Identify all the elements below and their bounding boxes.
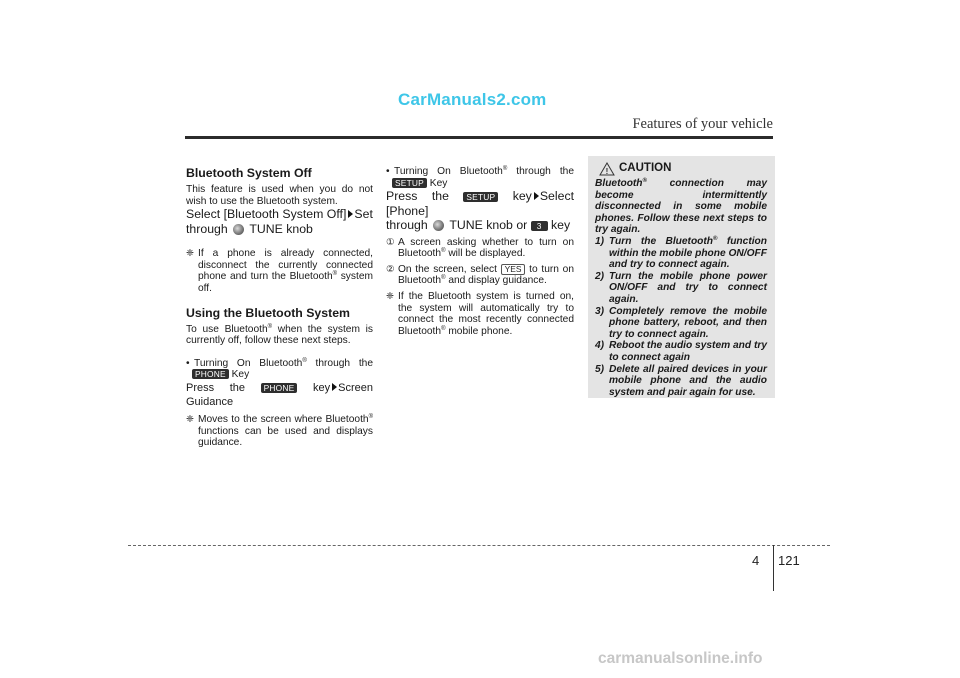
- footer-divider: [773, 545, 774, 591]
- press-phone-step: Press the PHONE key Screen Guidance: [186, 381, 374, 409]
- press-setup-step: Press the SETUP key Select [Phone]: [386, 189, 575, 218]
- chapter-number: 4: [752, 553, 760, 568]
- intro-text: This feature is used when you do not wish to use the Bluetooth system.: [186, 184, 373, 207]
- note-screen-guidance: ❈ Moves to the screen where Bluetooth® functions can be used and displays guidance.: [186, 413, 373, 449]
- column-left: [186, 166, 373, 449]
- intro2-text: To use Bluetooth® when the system is currently off, follow these next steps.: [186, 323, 373, 347]
- tune-knob-icon: [433, 220, 444, 231]
- caution-item: 3) Completely remove the mobile phone battery, reboot, and then try to connect again.: [595, 305, 767, 340]
- phone-key: PHONE: [192, 369, 229, 379]
- phone-key-line: PHONE Key: [186, 369, 373, 381]
- caution-intro: Bluetooth® connection may become intermittently disconnected in some mobile phones. Follow these next steps to try again.: [595, 178, 767, 236]
- page-number: 121: [778, 553, 800, 568]
- svg-text:!: !: [605, 167, 609, 176]
- caution-box: [588, 156, 775, 398]
- note-mark: ❈: [186, 248, 194, 260]
- arrow-right-icon: [534, 192, 539, 200]
- tune-knob-icon: [233, 224, 244, 235]
- caution-item: 5) Delete all paired devices in your mobile phone and the audio system and pair again for use.: [595, 363, 767, 398]
- note-disconnect: ❈ If a phone is already connected, disconnect the currently connected phone and turn the Bluetooth® system off.: [186, 248, 373, 294]
- warning-triangle-icon: [599, 162, 615, 176]
- phone-key: PHONE: [261, 383, 298, 393]
- watermark-top: CarManuals2.com: [398, 90, 547, 109]
- bullet-turning-on-setup: • Turning On Bluetooth® through the: [386, 166, 575, 177]
- section-title: Features of your vehicle: [632, 116, 773, 132]
- caution-header: [595, 162, 767, 176]
- arrow-right-icon: [332, 383, 337, 391]
- step-1: ① A screen asking whether to turn on Bluetooth® will be displayed.: [386, 236, 574, 260]
- caution-title: CAUTION: [619, 162, 672, 175]
- bullet-turning-on: • Turning On Bluetooth® through the: [186, 357, 374, 369]
- through-tune-step: through TUNE knob or 3 key: [386, 218, 571, 233]
- caution-item: 4) Reboot the audio system and try to connect again: [595, 340, 767, 363]
- number-3-key: 3: [531, 221, 548, 231]
- yes-key: YES: [501, 264, 526, 275]
- caution-item: 2) Turn the mobile phone power ON/OFF and try to connect again.: [595, 270, 767, 305]
- step-select-off: Select [Bluetooth System Off] Set: [186, 207, 373, 222]
- footer-dashed-rule: [128, 545, 830, 546]
- step-2: ② On the screen, select YES to turn on Bluetooth® and display guidance.: [386, 263, 574, 287]
- setup-key-line: SETUP Key: [386, 178, 574, 190]
- top-rule: [185, 136, 773, 139]
- setup-key: SETUP: [463, 192, 498, 202]
- caution-item: 1) Turn the Bluetooth® function within the mobile phone ON/OFF and try to connect again.: [595, 235, 767, 271]
- step-through-tune: through TUNE knob: [186, 221, 313, 236]
- heading-using-bluetooth: Using the Bluetooth System: [186, 305, 350, 320]
- heading-bluetooth-off: Bluetooth System Off: [186, 166, 312, 180]
- column-middle: [386, 166, 574, 337]
- arrow-right-icon: [348, 210, 353, 218]
- watermark-bottom: carmanualsonline.info: [598, 650, 763, 667]
- setup-key: SETUP: [392, 178, 427, 188]
- note-auto-connect: ❈ If the Bluetooth system is turned on, the system will automatically try to connect the most recently connected Bluetooth® mobile phone.: [386, 291, 574, 337]
